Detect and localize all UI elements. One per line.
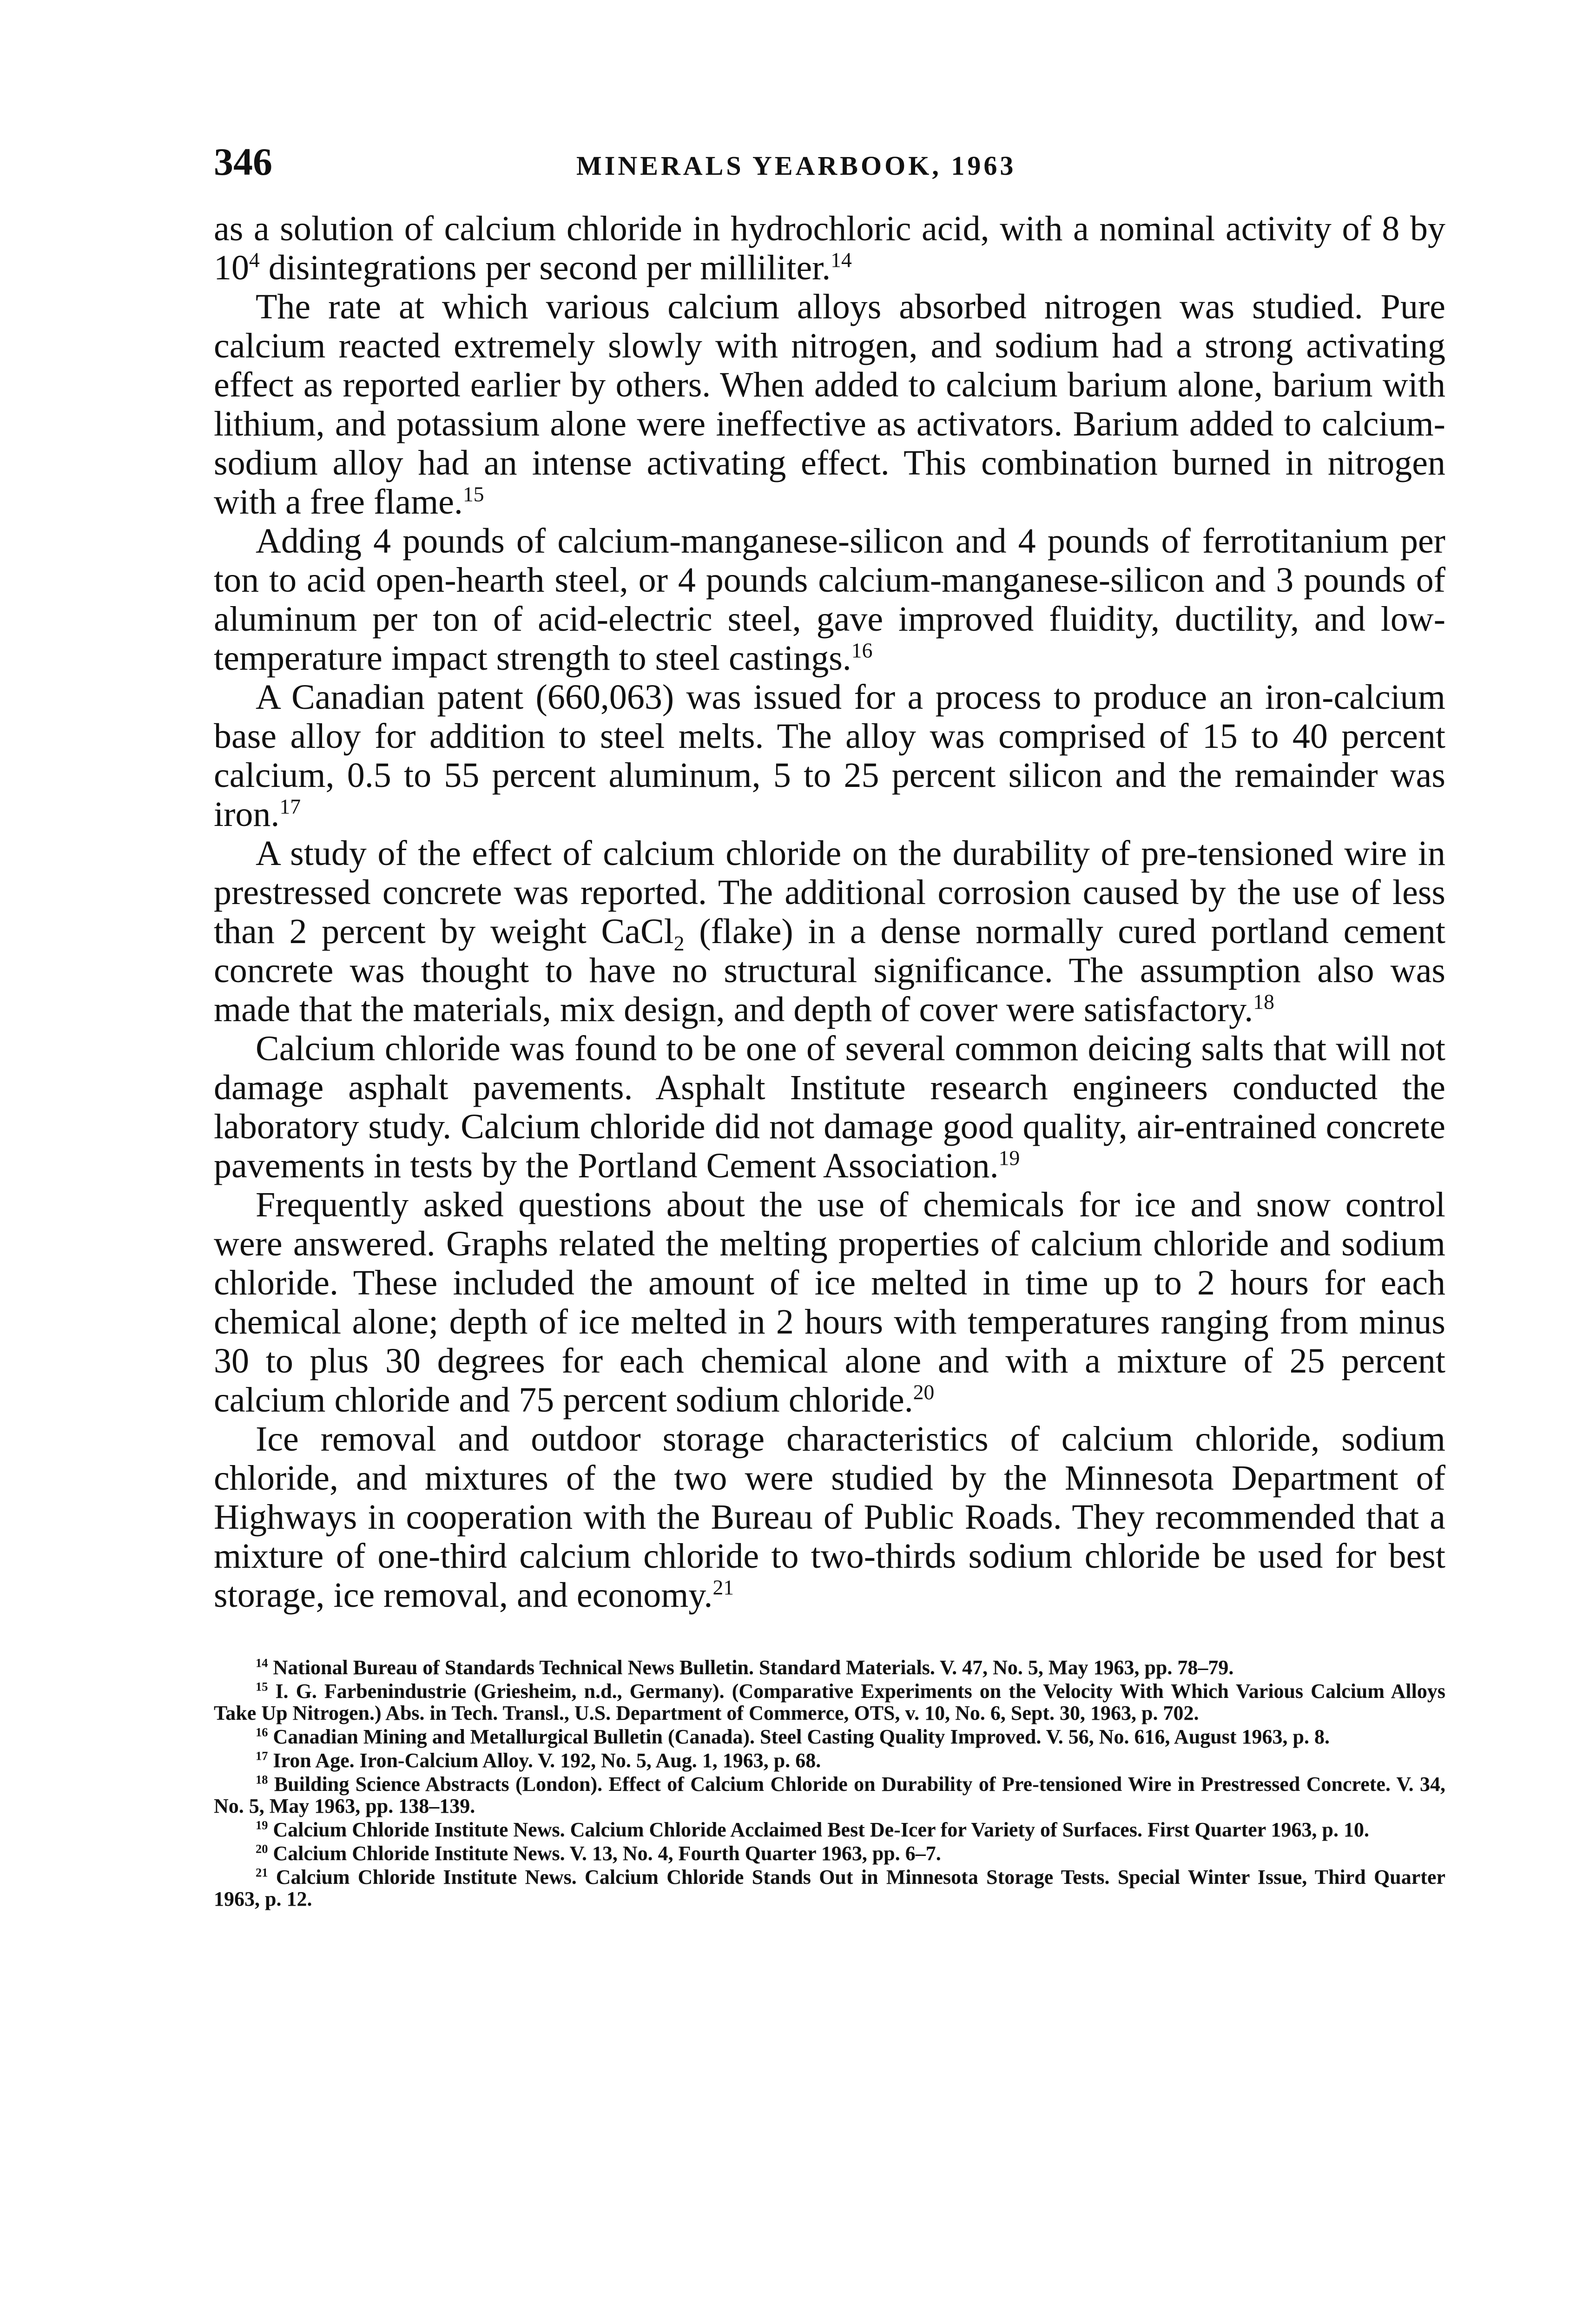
footnote-20: $^{20}$ Calcium Chloride Institute News. V. 13, No. 4, Fourth Quarter 1963, pp. 6–7. [256,1842,941,1865]
paragraph-3: Adding 4 pounds of calcium-manganese-silicon and 4 pounds of ferrotitanium per ton to acid open-hearth steel, or 4 pounds calcium-manganese-silicon and 3 pounds of aluminum per ton of acid-electric steel, gave improved fluidity, ductility, and low-temperature impact strength to steel castings.$^{16}$ [214,522,1445,678]
page-header [214,139,1445,191]
footnote-ref-18: 18 [1253,990,1274,1014]
footnote-18: $^{18}$ Building Science Abstracts (London). Effect of Calcium Chloride on Durability of Pre-tensioned Wire in Prestressed Concrete. V. 34, No. 5, May 1963, pp. 138–139. [214,1772,1446,1817]
footnote-17: $^{17}$ Iron Age. Iron-Calcium Alloy. V. 192, No. 5, Aug. 1, 1963, p. 68. [256,1749,821,1772]
footnote-19: $^{19}$ Calcium Chloride Institute News. Calcium Chloride Acclaimed Best De-Icer for Variety of Surfaces. First Quarter 1963, p. 10. [256,1818,1369,1841]
page-number: 346 [214,140,272,184]
paragraph-5: A study of the effect of calcium chloride on the durability of pre-tensioned wire in prestressed concrete was reported. The additional corrosion caused by the use of less than 2 percent by weight CaCl$_2$ (flake) in a dense normally cured portland cement concrete was thought to have no structural significance. The assumption also was made that the materials, mix design, and depth of cover were satisfactory.$^{18}$ [214,834,1445,1029]
footnote-16: $^{16}$ Canadian Mining and Metallurgical Bulletin (Canada). Steel Casting Quality Improved. V. 56, No. 616, August 1963, p. 8. [256,1725,1330,1748]
footnote-ref-17: 17 [279,794,301,819]
paragraph-6: Calcium chloride was found to be one of several common deicing salts that will not damage asphalt pavements. Asphalt Institute research engineers conducted the laboratory study. Calcium chloride did not damage good quality, air-entrained concrete pavements in tests by the Portland Cement Association.$^{19}$ [214,1029,1445,1185]
footnote-21: $^{21}$ Calcium Chloride Institute News. Calcium Chloride Stands Out in Minnesota Storage Tests. Special Winter Issue, Third Quarter 1963, p. 12. [214,1865,1446,1910]
footnotes [214,1657,1445,1910]
body-text [214,209,1445,1615]
document-page [214,139,1445,1912]
footnote-ref-20: 20 [913,1380,935,1404]
paragraph-8: Ice removal and outdoor storage characteristics of calcium chloride, sodium chloride, and mixtures of the two were studied by the Minnesota Department of Highways in cooperation with the Bureau of Public Roads. They recommended that a mixture of one-third calcium chloride to two-thirds sodium chloride be used for best storage, ice removal, and economy.$^{21}$ [214,1419,1445,1615]
footnote-ref-16: 16 [851,638,873,662]
footnote-14: $^{14}$ National Bureau of Standards Technical News Bulletin. Standard Materials. V. 47, No. 5, May 1963, pp. 78–79. [256,1656,1234,1679]
footnote-ref-21: 21 [712,1575,734,1599]
paragraph-1: as a solution of calcium chloride in hydrochloric acid, with a nominal activity of 8 by $10^4$ disintegrations per second per milliliter.$^{14}$ [214,209,1445,287]
footnote-15: $^{15}$ I. G. Farbenindustrie (Griesheim, n.d., Germany). (Comparative Experiments on the Velocity With Which Various Calcium Alloys Take Up Nitrogen.) Abs. in Tech. Transl., U.S. Department of Commerce, OTS, v. 10, No. 6, Sept. 30, 1963, p. 702. [214,1679,1445,1724]
footnote-ref-14: 14 [831,248,852,272]
running-head: MINERALS YEARBOOK, 1963 [576,151,1016,181]
paragraph-4: A Canadian patent (660,063) was issued for a process to produce an iron-calcium base alloy for addition to steel melts. The alloy was comprised of 15 to 40 percent calcium, 0.5 to 55 percent aluminum, 5 to 25 percent silicon and the remainder was iron.$^{17}$ [214,678,1445,834]
paragraph-7: Frequently asked questions about the use of chemicals for ice and snow control were answered. Graphs related the melting properties of calcium chloride and sodium chloride. These included the amount of ice melted in time up to 2 hours for each chemical alone; depth of ice melted in 2 hours with temperatures ranging from minus 30 to plus 30 degrees for each chemical alone and with a mixture of 25 percent calcium chloride and 75 percent sodium chloride.$^{20}$ [214,1185,1445,1419]
paragraph-2: The rate at which various calcium alloys absorbed nitrogen was studied. Pure calcium reacted extremely slowly with nitrogen, and sodium had a strong activating effect as reported earlier by others. When added to calcium barium alone, barium with lithium, and potassium alone were ineffective as activators. Barium added to calcium-sodium alloy had an intense activating effect. This combination burned in nitrogen with a free flame.$^{15}$ [214,287,1445,522]
footnote-ref-15: 15 [462,482,484,506]
footnote-ref-19: 19 [998,1146,1020,1170]
